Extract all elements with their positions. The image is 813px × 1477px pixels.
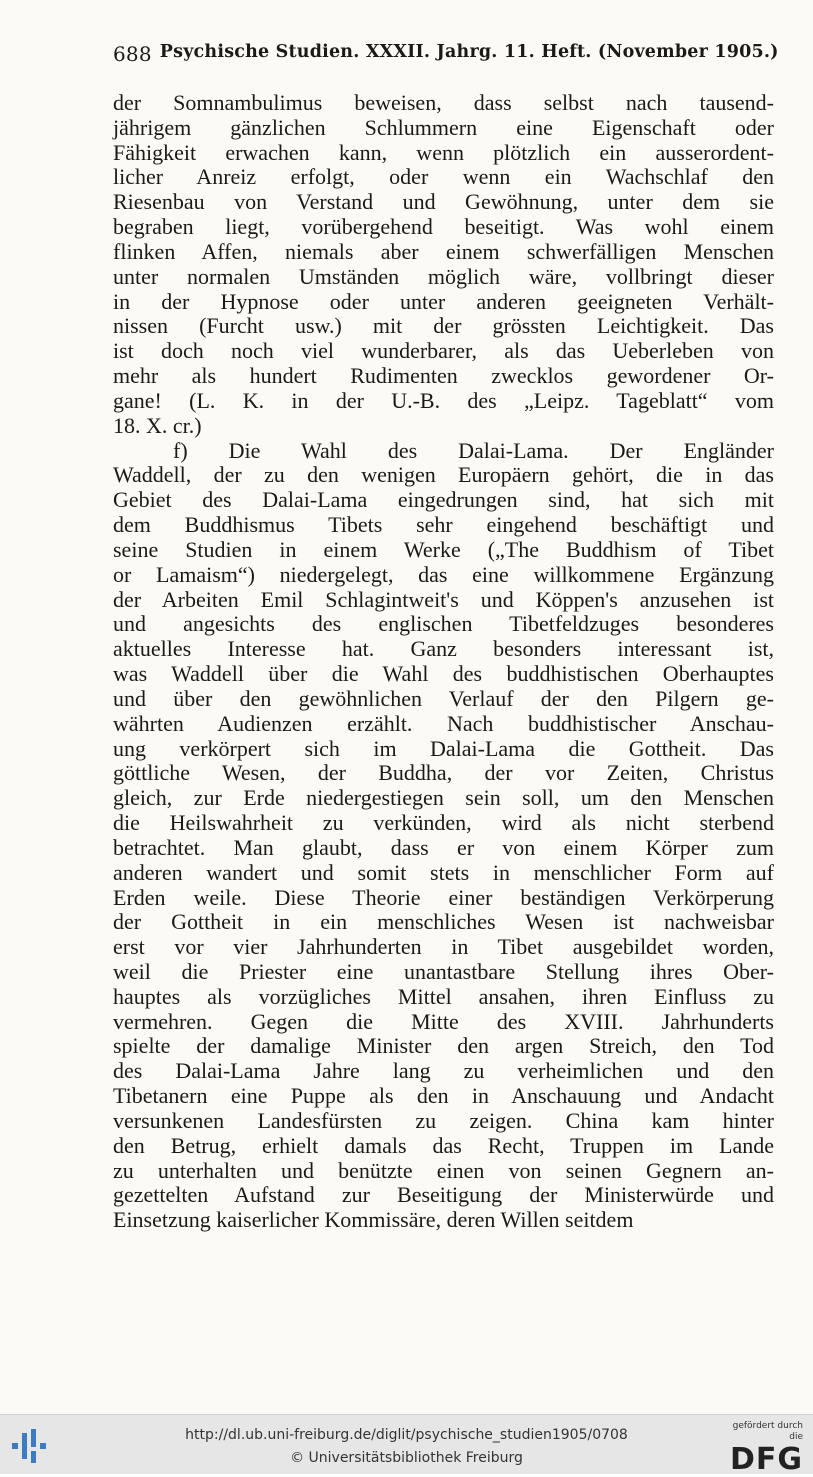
- text-line: vermehren. Gegen die Mitte des XVIII. Jahrhunderts: [113, 1008, 774, 1034]
- text-line: hauptes als vorzügliches Mittel ansahen, ihren Einfluss zu: [113, 983, 774, 1009]
- text-line: erst vor vier Jahrhunderten in Tibet ausgebildet worden,: [113, 934, 774, 960]
- text-line: in der Hypnose oder unter anderen geeigneten Verhält-: [113, 288, 774, 314]
- text-line: nissen (Furcht usw.) mit der grössten Leichtigkeit. Das: [113, 313, 774, 339]
- text-line: 18. X. cr.): [113, 412, 202, 438]
- text-line: der Arbeiten Emil Schlagintweit's und Köppen's anzusehen ist: [113, 586, 774, 612]
- text-line: währten Audienzen erzählt. Nach buddhistischer Anschau-: [113, 710, 774, 736]
- page-number: 688: [113, 42, 152, 66]
- text-line: Einsetzung kaiserlicher Kommissäre, deren Willen seitdem: [113, 1207, 634, 1233]
- text-line: des Dalai-Lama Jahre lang zu verheimlichen und den: [113, 1058, 774, 1084]
- text-line: ung verkörpert sich im Dalai-Lama die Gottheit. Das: [113, 735, 774, 761]
- text-line: zu unterhalten und benützte einen von seinen Gegnern an-: [113, 1157, 774, 1183]
- text-line: begraben liegt, vorübergehend beseitigt. Was wohl einem: [113, 214, 774, 240]
- text-line: jährigem gänzlichen Schlummern eine Eigenschaft oder: [113, 114, 774, 140]
- text-line: und über den gewöhnlichen Verlauf der den Pilgern ge-: [113, 685, 774, 711]
- dfg-logo-icon: DFG: [729, 1442, 803, 1477]
- text-line: weil die Priester eine unantastbare Stellung ihres Ober-: [113, 958, 774, 984]
- dfg-funding-logo: [717, 1421, 803, 1477]
- text-line: der Somnambulimus beweisen, dass selbst nach tausend-: [113, 90, 774, 115]
- text-line: f) Die Wahl des Dalai-Lama. Der Engländer: [173, 437, 774, 463]
- text-line: gane! (L. K. in der U.-B. des „Leipz. Tageblatt“ vom: [113, 387, 774, 413]
- text-line: Waddell, der zu den wenigen Europäern gehört, die in das: [113, 462, 774, 488]
- text-line: versunkenen Landesfürsten zu zeigen. China kam hinter: [113, 1107, 774, 1133]
- running-title: Psychische Studien. XXXII. Jahrg. 11. Heft. (November 1905.): [159, 42, 779, 62]
- dfg-caption: gefördert durch die: [732, 1421, 803, 1442]
- permalink-url[interactable]: http://dl.ub.uni-freiburg.de/diglit/psychische_studien1905/0708: [185, 1427, 628, 1443]
- text-line: Gebiet des Dalai-Lama eingedrungen sind, hat sich mit: [113, 487, 774, 513]
- text-line: flinken Affen, niemals aber einem schwerfälligen Menschen: [113, 238, 774, 264]
- text-line: dem Buddhismus Tibets sehr eingehend beschäftigt und: [113, 512, 774, 538]
- text-line: den Betrug, erhielt damals das Recht, Truppen im Lande: [113, 1132, 774, 1158]
- text-line: Tibetanern eine Puppe als den in Anschauung und Andacht: [113, 1083, 774, 1109]
- text-line: ist doch noch viel wunderbarer, als das Ueberleben von: [113, 338, 774, 364]
- text-line: anderen wandert und somit stets in menschlicher Form auf: [113, 859, 774, 885]
- text-line: unter normalen Umständen möglich wäre, vollbringt dieser: [113, 263, 774, 289]
- text-line: Fähigkeit erwachen kann, wenn plötzlich ein ausserordent-: [113, 139, 774, 165]
- text-line: gezettelten Aufstand zur Beseitigung der Ministerwürde und: [113, 1182, 774, 1208]
- text-line: göttliche Wesen, der Buddha, der vor Zeiten, Christus: [113, 760, 774, 786]
- text-line: mehr als hundert Rudimenten zwecklos gewordener Or-: [113, 363, 774, 389]
- text-line: betrachtet. Man glaubt, dass er von einem Körper zum: [113, 834, 774, 860]
- running-header: [113, 42, 777, 66]
- text-line: aktuelles Interesse hat. Ganz besonders interessant ist,: [113, 636, 774, 662]
- viewer-footer: [0, 1414, 813, 1477]
- text-line: licher Anreiz erfolgt, oder wenn ein Wachschlaf den: [113, 164, 774, 190]
- copyright-notice: © Universitätsbibliothek Freiburg: [290, 1450, 523, 1466]
- text-line: Riesenbau von Verstand und Gewöhnung, unter dem sie: [113, 189, 774, 215]
- body-text: [113, 91, 774, 1233]
- text-line: Erden weile. Diese Theorie einer beständigen Verkörperung: [113, 884, 774, 910]
- text-line: gleich, zur Erde niedergestiegen sein soll, um den Menschen: [113, 785, 774, 811]
- text-line: or Lamaism“) niedergelegt, das eine willkommene Ergänzung: [113, 561, 774, 587]
- text-line: die Heilswahrheit zu verkünden, wird als nicht sterbend: [113, 810, 774, 836]
- text-line: und angesichts des englischen Tibetfeldzuges besonderes: [113, 611, 774, 637]
- text-line: seine Studien in einem Werke („The Buddhism of Tibet: [113, 536, 774, 562]
- text-line: was Waddell über die Wahl des buddhistischen Oberhauptes: [113, 661, 774, 687]
- text-line: spielte der damalige Minister den argen Streich, den Tod: [113, 1033, 774, 1059]
- text-line: der Gottheit in ein menschliches Wesen ist nachweisbar: [113, 909, 774, 935]
